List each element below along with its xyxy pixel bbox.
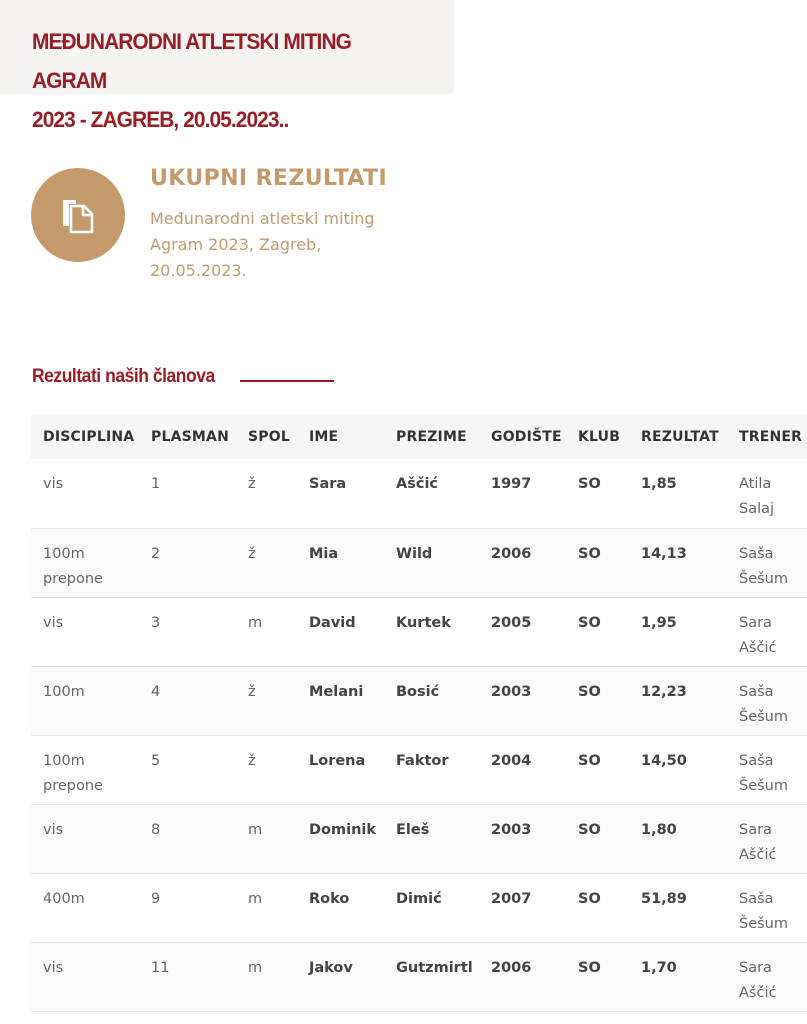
cell-trener-line2: Aščić bbox=[739, 846, 777, 863]
cell-ime: Roko bbox=[309, 890, 350, 907]
cell-trener bbox=[727, 873, 807, 942]
cell-trener bbox=[727, 666, 807, 735]
results-document-link[interactable] bbox=[31, 168, 125, 262]
cell-prezime: Aščić bbox=[396, 476, 439, 492]
cell-disciplina-line1: 100m bbox=[43, 545, 85, 562]
event-title bbox=[32, 22, 423, 139]
results-subtitle[interactable] bbox=[150, 206, 400, 284]
cell-prezime: Eleš bbox=[396, 821, 430, 838]
event-title-line1: MEĐUNARODNI ATLETSKI MITING AGRAM bbox=[32, 29, 351, 93]
cell-ime: Lorena bbox=[309, 752, 366, 769]
cell-trener-line2: Aščić bbox=[739, 984, 777, 1001]
cell-klub: SO bbox=[578, 614, 601, 631]
results-subtitle-line1: Međunarodni atletski miting bbox=[150, 209, 375, 228]
cell-disciplina-line2: prepone bbox=[43, 570, 103, 587]
cell-disciplina-line1: 100m bbox=[43, 683, 85, 700]
cell-prezime: Wild bbox=[396, 545, 433, 562]
table-row bbox=[31, 873, 807, 942]
cell-trener bbox=[727, 459, 807, 528]
cell-disciplina-line1: vis bbox=[43, 476, 64, 492]
cell-spol: ž bbox=[248, 476, 256, 492]
cell-rezultat: 1,70 bbox=[641, 959, 677, 976]
cell-spol: m bbox=[248, 890, 263, 907]
cell-spol: m bbox=[248, 614, 263, 631]
cell-klub: SO bbox=[578, 476, 601, 492]
cell-disciplina-line1: vis bbox=[43, 821, 64, 838]
cell-trener-line2: Šešum bbox=[739, 570, 788, 587]
cell-klub: SO bbox=[578, 890, 601, 907]
cell-plasman: 3 bbox=[151, 614, 161, 631]
cell-prezime: Dimić bbox=[396, 890, 442, 907]
col-header-disciplina: DISCIPLINA bbox=[43, 429, 135, 445]
cell-trener-line2: Šešum bbox=[739, 915, 788, 932]
results-table bbox=[31, 415, 807, 1012]
cell-spol: m bbox=[248, 959, 263, 976]
cell-ime: Dominik bbox=[309, 821, 377, 838]
cell-ime: Sara bbox=[309, 476, 347, 492]
cell-trener bbox=[727, 735, 807, 804]
col-header-rezultat: REZULTAT bbox=[641, 429, 719, 445]
cell-plasman: 11 bbox=[151, 959, 170, 976]
results-subtitle-line2: Agram 2023, Zagreb, bbox=[150, 235, 322, 254]
table-row bbox=[31, 942, 807, 1011]
cell-plasman: 4 bbox=[151, 683, 161, 700]
cell-trener bbox=[727, 597, 807, 666]
cell-trener-line2: Šešum bbox=[739, 708, 788, 725]
event-title-line2: 2023 - ZAGREB, 20.05.2023.. bbox=[32, 107, 289, 132]
table-row bbox=[31, 735, 807, 804]
cell-trener-line1: Saša bbox=[739, 683, 774, 700]
cell-spol: ž bbox=[248, 683, 256, 700]
cell-trener bbox=[727, 528, 807, 597]
cell-disciplina bbox=[31, 666, 139, 735]
cell-spol: ž bbox=[248, 545, 256, 562]
table-row bbox=[31, 666, 807, 735]
cell-klub: SO bbox=[578, 821, 601, 838]
cell-rezultat: 1,95 bbox=[641, 614, 677, 631]
cell-disciplina-line1: 100m bbox=[43, 752, 85, 769]
col-header-plasman: PLASMAN bbox=[151, 429, 229, 445]
cell-trener-line1: Sara bbox=[739, 959, 772, 976]
col-header-klub: KLUB bbox=[578, 429, 621, 445]
col-header-spol: SPOL bbox=[248, 429, 290, 445]
cell-disciplina bbox=[31, 459, 139, 528]
cell-spol: ž bbox=[248, 752, 256, 769]
cell-godiste: 2007 bbox=[491, 890, 532, 907]
cell-ime: Mia bbox=[309, 545, 339, 562]
cell-disciplina-line1: 400m bbox=[43, 890, 85, 907]
cell-prezime: Gutzmirtl bbox=[396, 959, 473, 976]
results-subtitle-line3: 20.05.2023. bbox=[150, 261, 247, 280]
cell-trener-line1: Atila bbox=[739, 476, 772, 492]
cell-prezime: Bosić bbox=[396, 683, 440, 700]
cell-godiste: 2003 bbox=[491, 821, 532, 838]
cell-godiste: 2003 bbox=[491, 683, 532, 700]
cell-disciplina bbox=[31, 942, 139, 1011]
cell-plasman: 5 bbox=[151, 752, 161, 769]
cell-plasman: 8 bbox=[151, 821, 161, 838]
cell-trener bbox=[727, 942, 807, 1011]
section-underline bbox=[240, 380, 334, 382]
cell-rezultat: 14,50 bbox=[641, 752, 687, 769]
cell-disciplina bbox=[31, 597, 139, 666]
cell-prezime: Kurtek bbox=[396, 614, 451, 631]
cell-rezultat: 14,13 bbox=[641, 545, 687, 562]
cell-plasman: 1 bbox=[151, 476, 161, 492]
cell-godiste: 1997 bbox=[491, 476, 532, 492]
cell-disciplina-line1: vis bbox=[43, 959, 64, 976]
col-header-godiste: GODIŠTE bbox=[491, 429, 562, 445]
cell-klub: SO bbox=[578, 752, 601, 769]
cell-disciplina bbox=[31, 735, 139, 804]
cell-prezime: Faktor bbox=[396, 752, 449, 769]
col-header-ime: IME bbox=[309, 429, 339, 445]
cell-godiste: 2006 bbox=[491, 959, 532, 976]
cell-godiste: 2004 bbox=[491, 752, 532, 769]
cell-trener-line2: Šešum bbox=[739, 777, 788, 794]
table-row bbox=[31, 528, 807, 597]
cell-disciplina bbox=[31, 873, 139, 942]
event-title-box bbox=[0, 0, 454, 132]
cell-trener-line2: Aščić bbox=[739, 639, 777, 656]
col-header-trener: TRENER bbox=[739, 429, 803, 445]
results-heading[interactable]: UKUPNI REZULTATI bbox=[150, 166, 388, 191]
cell-klub: SO bbox=[578, 683, 601, 700]
cell-trener-line1: Sara bbox=[739, 614, 772, 631]
cell-disciplina-line1: vis bbox=[43, 614, 64, 631]
table-row bbox=[31, 597, 807, 666]
cell-spol: m bbox=[248, 821, 263, 838]
table-row bbox=[31, 804, 807, 873]
cell-trener-line1: Saša bbox=[739, 890, 774, 907]
cell-disciplina-line2: prepone bbox=[43, 777, 103, 794]
cell-rezultat: 1,85 bbox=[641, 476, 677, 492]
document-icon bbox=[60, 196, 96, 234]
cell-disciplina bbox=[31, 804, 139, 873]
table-header-row bbox=[31, 415, 807, 459]
col-header-prezime: PREZIME bbox=[396, 429, 467, 445]
cell-rezultat: 12,23 bbox=[641, 683, 687, 700]
cell-klub: SO bbox=[578, 959, 601, 976]
table-row bbox=[31, 459, 807, 528]
cell-godiste: 2006 bbox=[491, 545, 532, 562]
cell-trener bbox=[727, 804, 807, 873]
cell-plasman: 9 bbox=[151, 890, 161, 907]
cell-disciplina bbox=[31, 528, 139, 597]
cell-trener-line1: Saša bbox=[739, 752, 774, 769]
cell-ime: Melani bbox=[309, 683, 364, 700]
cell-godiste: 2005 bbox=[491, 614, 532, 631]
cell-trener-line1: Sara bbox=[739, 821, 772, 838]
cell-rezultat: 51,89 bbox=[641, 890, 687, 907]
cell-trener-line2: Salaj bbox=[739, 501, 775, 517]
cell-ime: Jakov bbox=[309, 959, 353, 976]
cell-plasman: 2 bbox=[151, 545, 161, 562]
cell-klub: SO bbox=[578, 545, 601, 562]
cell-ime: David bbox=[309, 614, 356, 631]
section-title: Rezultati naših članova bbox=[32, 366, 215, 387]
cell-trener-line1: Saša bbox=[739, 545, 774, 562]
cell-rezultat: 1,80 bbox=[641, 821, 677, 838]
